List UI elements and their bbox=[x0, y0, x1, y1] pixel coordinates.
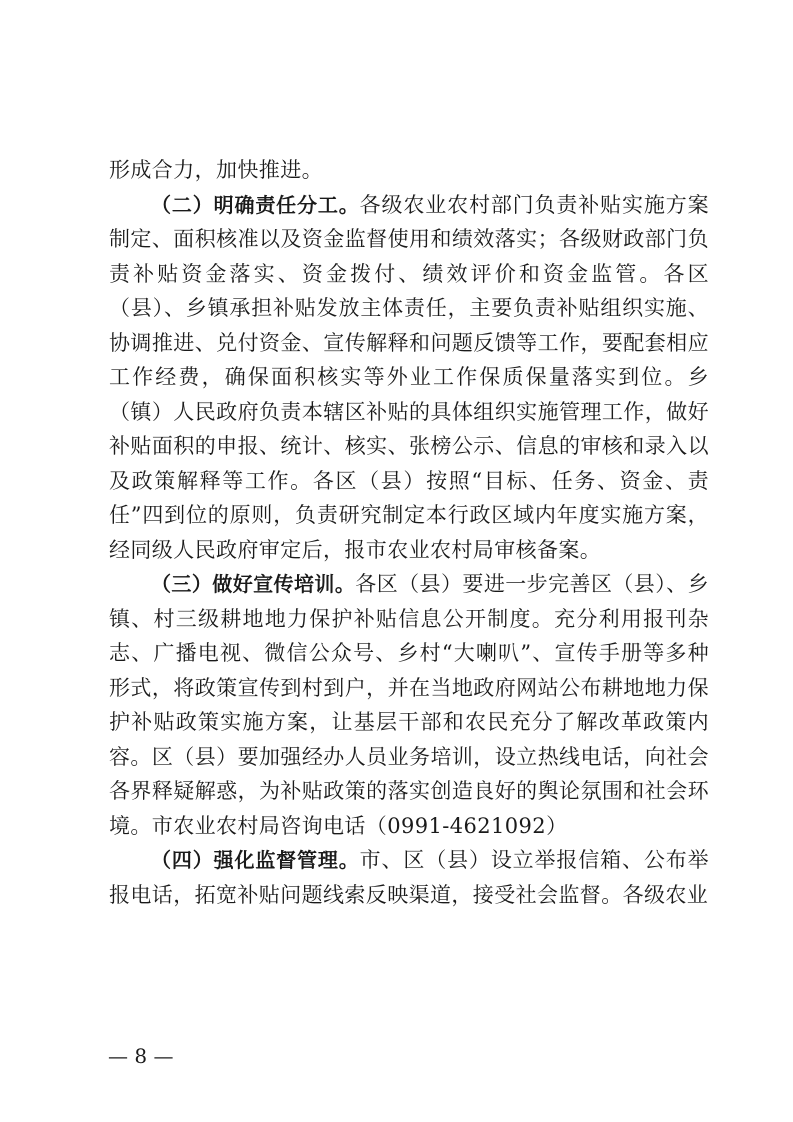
section-heading: （二）明确责任分工。 bbox=[151, 192, 360, 217]
section-heading: （三）做好宣传培训。 bbox=[151, 572, 356, 596]
paragraph-text: 各区（县）要进一步完善区（县）、乡镇、村三级耕地地力保护补贴信息公开制度。充分利用报刊杂志、广播电视、微信公众号、乡村“大喇叭”、宣传手册等多种形式，将政策宣传到村到户，并在当地政府网站公布耕地地力保护补贴政策实施方案，让基层干部和农民充分了解改革政策内容。区（县）要加强经办人员业务培训，设立热线电话，向社会各界释疑解惑，为补贴政策的落实创造良好的舆论氛围和社会环境。市农业农村局咨询电话（0991-4621092） bbox=[109, 572, 709, 838]
paragraph-responsibility bbox=[109, 188, 709, 568]
body-text bbox=[109, 153, 709, 912]
paragraph-continuation bbox=[109, 153, 709, 188]
paragraph-publicity bbox=[109, 567, 709, 843]
paragraph-text: 形成合力，加快推进。 bbox=[109, 158, 323, 182]
page-number: — 8 — bbox=[108, 1044, 174, 1068]
paragraph-text: 各级农业农村部门负责补贴实施方案制定、面积核准以及资金监督使用和绩效落实；各级财政部门负责补贴资金落实、资金拨付、绩效评价和资金监管。各区（县）、乡镇承担补贴发放主体责任，主要负责补贴组织实施、协调推进、兑付资金、宣传解释和问题反馈等工作，要配套相应工作经费，确保面积核实等外业工作保质保量落实到位。乡（镇）人民政府负责本辖区补贴的具体组织实施管理工作，做好补贴面积的申报、统计、核实、张榜公示、信息的审核和录入以及政策解释等工作。各区（县）按照“目标、任务、资金、责任”四到位的原则，负责研究制定本行政区域内年度实施方案，经同级人民政府审定后，报市农业农村局审核备案。 bbox=[109, 192, 709, 562]
paragraph-text: 市、区（县）设立举报信箱、公布举报电话，拓宽补贴问题线索反映渠道，接受社会监督。各级农业 bbox=[109, 848, 709, 907]
section-heading: （四）强化监督管理。 bbox=[151, 848, 360, 872]
paragraph-supervision bbox=[109, 843, 709, 912]
